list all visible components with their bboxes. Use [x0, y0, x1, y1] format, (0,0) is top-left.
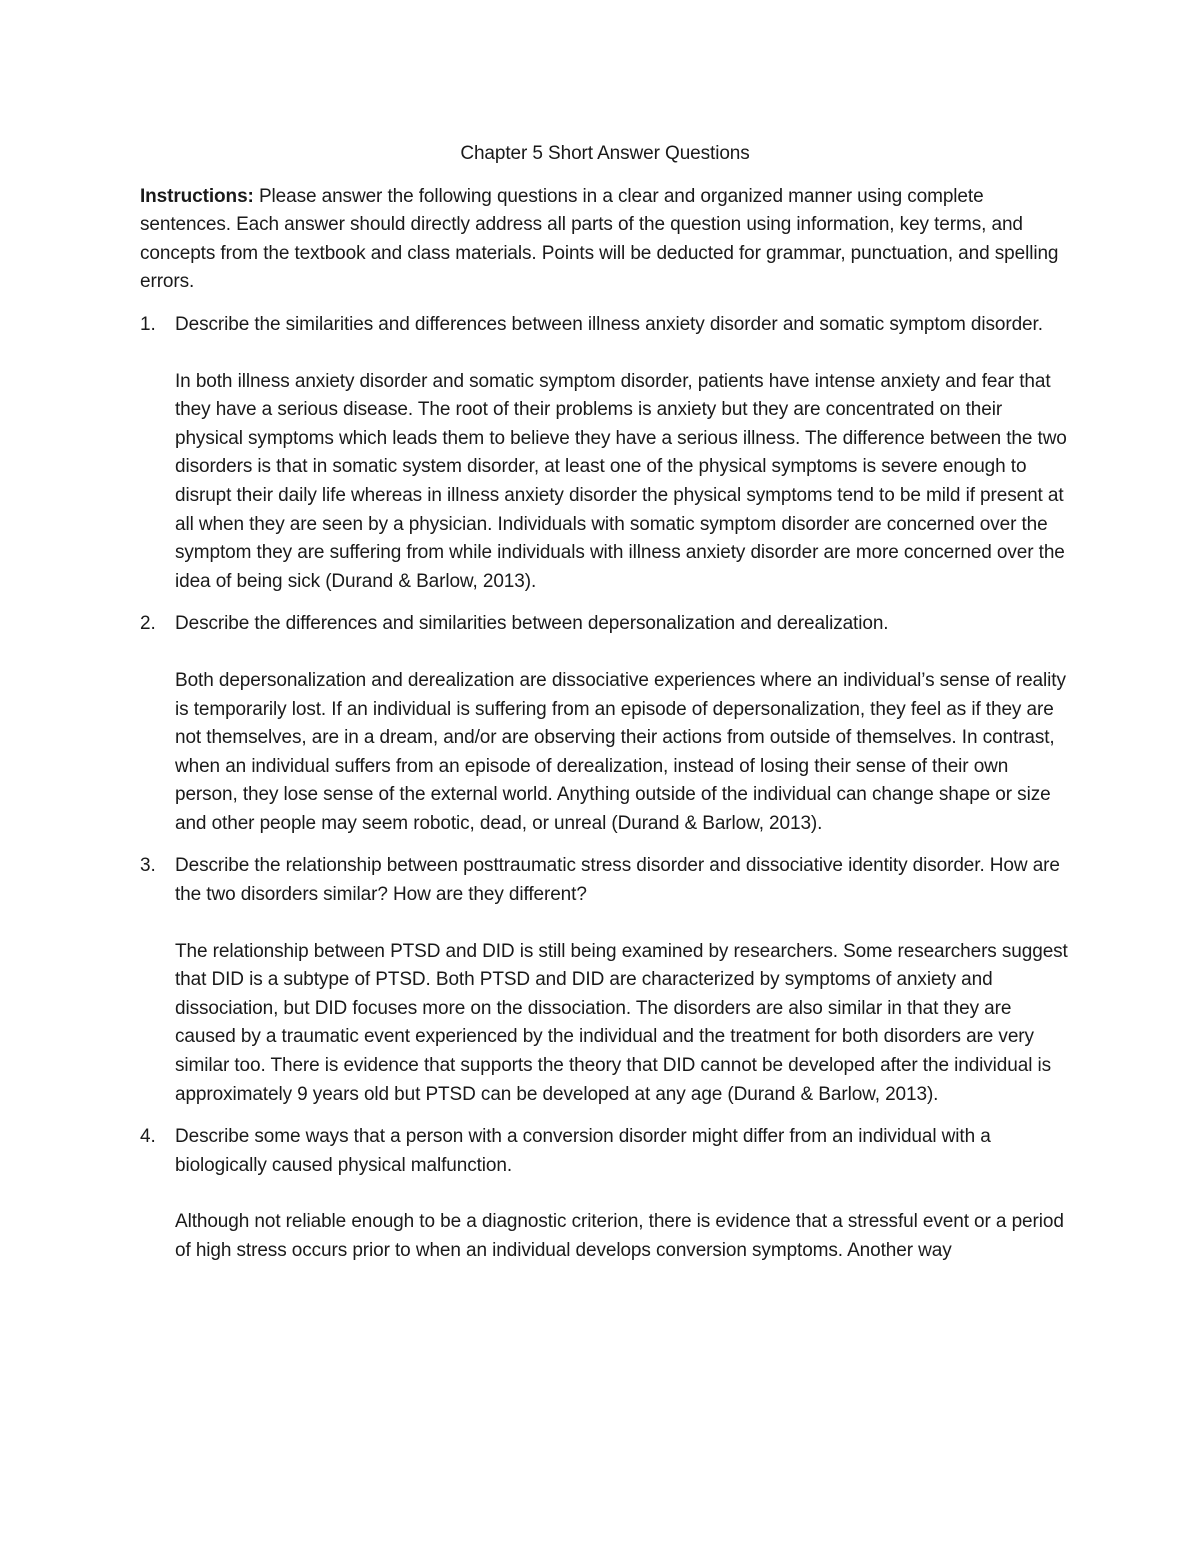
instructions-label: Instructions:	[140, 185, 254, 207]
document-title: Chapter 5 Short Answer Questions	[460, 143, 750, 164]
question-text: Describe the differences and similarities between depersonalization and derealization.	[175, 613, 889, 635]
question-item-3	[140, 852, 1070, 1109]
question-number: 4.	[140, 1126, 156, 1148]
question-text: Describe the relationship between posttraumatic stress disorder and dissociative identity disorder. How are the two disorders similar? How are they different?	[175, 855, 1060, 906]
question-number: 2.	[140, 613, 156, 635]
question-item-4	[140, 1123, 1070, 1265]
question-number: 1.	[140, 313, 156, 335]
question-text: Describe the similarities and differences between illness anxiety disorder and somatic symptom disorder.	[175, 313, 1043, 335]
answer-text: Although not reliable enough to be a diagnostic criterion, there is evidence that a stressful event or a period of high stress occurs prior to when an individual develops conversion symptoms. Another way	[175, 1211, 1064, 1261]
answer-text: Both depersonalization and derealization are dissociative experiences where an individual’s sense of reality is temporarily lost. If an individual is suffering from an episode of depersonalization, they feel as if they are not themselves, are in a dream, and/or are observing their actions from outside of themselves. In contrast, when an individual suffers from an episode of derealization, instead of losing their sense of their own person, they lose sense of the external world. Anything outside of the individual can change shape or size and other people may seem robotic, dead, or unreal (Durand & Barlow, 2013).	[175, 669, 1066, 834]
question-number: 3.	[140, 855, 156, 877]
answer-text: The relationship between PTSD and DID is still being examined by researchers. Some researchers suggest that DID is a subtype of PTSD. Both PTSD and DID are characterized by symptoms of anxiety and dissociation, but DID focuses more on the dissociation. The disorders are also similar in that they are caused by a traumatic event experienced by the individual and the treatment for both disorders are very similar too. There is evidence that supports the theory that DID cannot be developed after the individual is approximately 9 years old but PTSD can be developed at any age (Durand & Barlow, 2013).	[175, 940, 1068, 1105]
question-item-1	[140, 311, 1070, 596]
document-page	[140, 140, 1070, 1280]
instructions-text: Please answer the following questions in a clear and organized manner using complete sentences. Each answer should directly address all parts of the question using information, key terms, and concepts from the textbook and class materials. Points will be deducted for grammar, punctuation, and spelling errors.	[140, 185, 1059, 293]
instructions-paragraph	[140, 183, 1070, 297]
question-text: Describe some ways that a person with a conversion disorder might differ from an individual with a biologically caused physical malfunction.	[175, 1126, 991, 1176]
question-item-2	[140, 610, 1070, 838]
answer-text: In both illness anxiety disorder and somatic symptom disorder, patients have intense anxiety and fear that they have a serious disease. The root of their problems is anxiety but they are concentrated on their physical symptoms which leads them to believe they have a serious illness. The difference between the two disorders is that in somatic system disorder, at least one of the physical symptoms is severe enough to disrupt their daily life whereas in illness anxiety disorder the physical symptoms tend to be mild if present at all when they are seen by a physician. Individuals with somatic symptom disorder are concerned over the symptom they are suffering from while individuals with illness anxiety disorder are more concerned over the idea of being sick (Durand & Barlow, 2013).	[175, 370, 1067, 592]
question-list	[140, 311, 1070, 1266]
